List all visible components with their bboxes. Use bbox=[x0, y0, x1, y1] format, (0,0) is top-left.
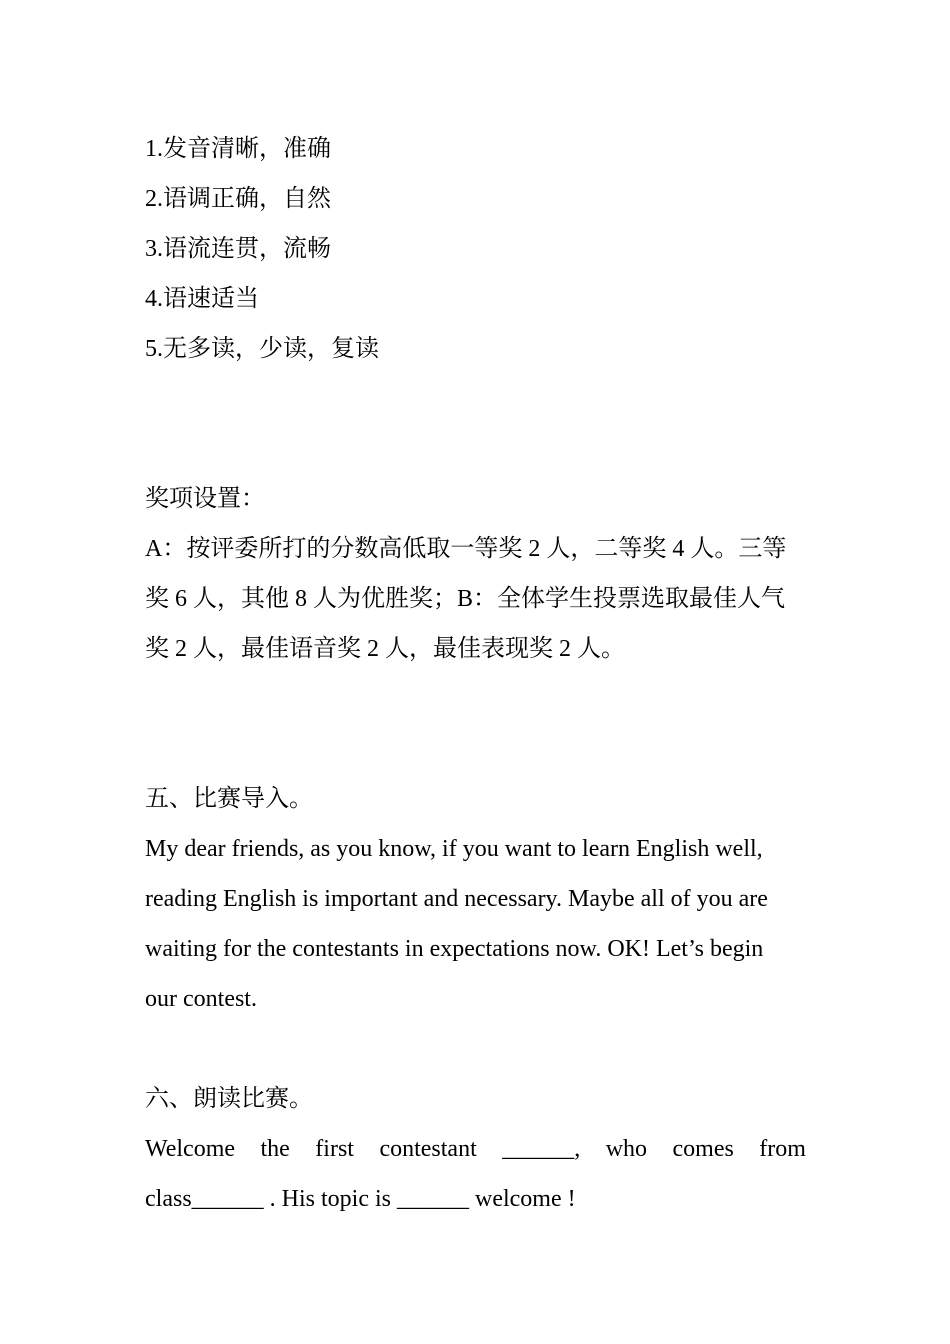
judging-criteria-list bbox=[145, 124, 806, 374]
word: contestant bbox=[379, 1136, 477, 1162]
awards-line: 奖 2 人，最佳语音奖 2 人，最佳表现奖 2 人。 bbox=[145, 636, 625, 662]
criteria-item: 5.无多读，少读，复读 bbox=[145, 336, 379, 362]
word: who bbox=[605, 1136, 648, 1162]
criteria-item: 4.语速适当 bbox=[145, 286, 259, 312]
paragraph-line: My dear friends, as you know, if you want to learn English well, bbox=[145, 836, 763, 862]
section-five bbox=[145, 774, 806, 1024]
awards-section bbox=[145, 474, 806, 674]
word: from bbox=[759, 1136, 806, 1162]
word: Welcome bbox=[145, 1136, 236, 1162]
section-heading: 六、朗读比赛。 bbox=[145, 1086, 313, 1112]
spacer bbox=[145, 674, 806, 774]
awards-heading: 奖项设置： bbox=[145, 486, 265, 512]
paragraph-line: reading English is important and necessary. Maybe all of you are bbox=[145, 886, 768, 912]
awards-line: 奖 6 人，其他 8 人为优胜奖；B：全体学生投票选取最佳人气 bbox=[145, 586, 786, 612]
paragraph-line: waiting for the contestants in expectations now. OK! Let’s begin bbox=[145, 936, 764, 962]
document-body bbox=[145, 124, 806, 1224]
spacer bbox=[145, 374, 806, 474]
paragraph-line: class______ . His topic is ______ welcome ! bbox=[145, 1186, 576, 1212]
section-heading: 五、比赛导入。 bbox=[145, 786, 313, 812]
paragraph-line bbox=[145, 1124, 806, 1174]
word: ______, bbox=[502, 1136, 581, 1162]
criteria-item: 1.发音清晰，准确 bbox=[145, 136, 331, 162]
word: the bbox=[260, 1136, 290, 1162]
word: comes bbox=[672, 1136, 734, 1162]
paragraph-line: our contest. bbox=[145, 986, 257, 1012]
criteria-item: 3.语流连贯，流畅 bbox=[145, 236, 331, 262]
awards-line: A：按评委所打的分数高低取一等奖 2 人，二等奖 4 人。三等 bbox=[145, 536, 787, 562]
criteria-item: 2.语调正确，自然 bbox=[145, 186, 331, 212]
section-six bbox=[145, 1074, 806, 1224]
word: first bbox=[315, 1136, 354, 1162]
spacer bbox=[145, 1024, 806, 1074]
